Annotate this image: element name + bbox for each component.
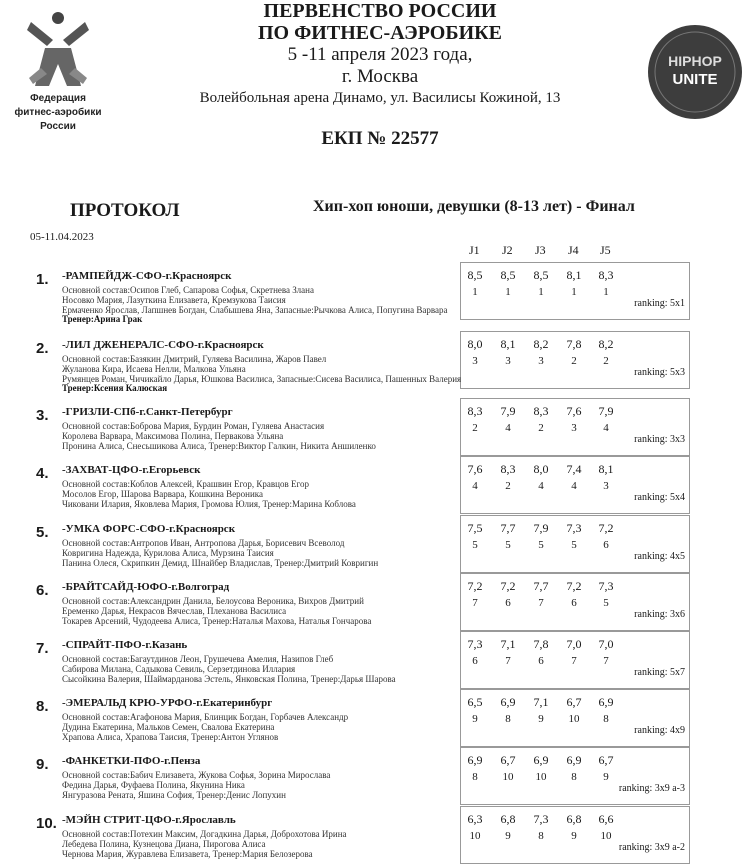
result-row [30,691,685,751]
judge-score: 7,1 [500,637,516,651]
judge-rank: 9 [603,771,609,783]
judge-rank: 4 [505,422,511,434]
judge-score: 7,9 [533,521,549,535]
judge-score: 8,5 [500,268,516,282]
place-number: 5. [36,524,49,541]
ekp-number: ЕКП № 22577 [321,128,439,149]
title-line1: ПЕРВЕНСТВО РОССИИ [263,0,497,22]
judge-score: 7,0 [598,637,614,651]
judge-rank: 10 [502,771,514,783]
judge-rank: 4 [571,480,577,492]
ranking-summary: ranking: 4x9 [634,725,685,736]
roster-line: Чиковани Илария, Яковлева Мария, Громова Юлия, Тренер:Марина Коблова [62,499,356,509]
roster-line: Основной состав:Коблов Алексей, Крашвин Егор, Кравцов Егор [62,479,309,489]
result-row [30,400,685,460]
judge-score: 6,7 [500,753,516,767]
judge-rank: 5 [603,597,609,609]
judge-rank: 9 [571,830,577,842]
ranking-summary: ranking: 3x9 a-2 [618,842,685,853]
place-number: 2. [36,340,49,357]
team-name: -ЗАХВАТ-ЦФО-г.Егорьевск [62,464,201,476]
roster-line: Ермаченко Ярослав, Лапшнев Богдан, Слабышева Яна, Запасные:Рычкова Алиса, Попугина Варвара [62,305,448,315]
judge-header: J3 [535,243,546,257]
federation-line1: Федерация [30,93,86,104]
federation-emblem-icon [23,8,93,88]
team-name: -МЭЙН СТРИТ-ЦФО-г.Ярославль [62,814,236,826]
result-row [30,517,685,577]
category-title: Хип-хоп юноши, девушки (8-13 лет) - Финал [313,198,635,215]
judge-score: 8,1 [500,337,516,351]
roster-line: Основной состав:Агафонова Мария, Блинцик Богдан, Горбачев Александр [62,712,349,722]
judge-score: 7,7 [533,579,549,593]
roster-line: Сабирова Милана, Садыкова Севиль, Серзетдинова Иллария [62,664,296,674]
judge-score: 8,3 [500,462,516,476]
judge-score: 8,5 [467,268,483,282]
judge-rank: 1 [505,286,511,298]
result-row [30,749,685,809]
judge-rank: 7 [505,655,511,667]
judge-rank: 7 [538,597,544,609]
roster-line: Основной состав:Боброва Мария, Бурдин Роман, Гуляева Анастасия [62,421,325,431]
ranking-summary: ranking: 3x6 [634,609,685,620]
judge-score: 7,2 [500,579,516,593]
roster-line: Чернова Мария, Журавлева Елизавета, Тренер:Мария Белозерова [62,849,313,859]
judge-score: 6,9 [566,753,582,767]
judge-header: J2 [502,243,513,257]
judge-score: 7,3 [566,521,582,535]
judge-rank: 10 [535,771,547,783]
judge-rank: 3 [505,355,511,367]
judge-score: 8,1 [566,268,582,282]
judge-rank: 10 [568,713,580,725]
judge-score: 6,3 [467,812,483,826]
judge-rank: 10 [469,830,481,842]
roster-line: Панина Олеся, Скрипкин Демид, Шнайбер Владислав, Тренер:Дмитрий Ковригин [62,558,379,568]
judge-rank: 8 [571,771,577,783]
ranking-summary: ranking: 3x9 a-3 [618,783,685,794]
result-row [30,264,685,324]
judge-header: J5 [600,243,611,257]
judge-rank: 8 [538,830,544,842]
team-name: -ФАНКЕТКИ-ПФО-г.Пенза [62,755,201,767]
judge-rank: 6 [472,655,478,667]
judge-rank: 2 [505,480,511,492]
hiphop-unite-logo [645,22,745,122]
judge-score: 7,0 [566,637,582,651]
judge-score: 7,6 [467,462,483,476]
judge-score: 6,6 [598,812,614,826]
hiphop-logo-line2: UNITE [672,71,718,88]
judge-score: 7,1 [533,695,549,709]
result-row [30,458,685,518]
event-venue: Волейбольная арена Динамо, ул. Василисы Кожиной, 13 [199,90,561,106]
judge-rank: 6 [571,597,577,609]
place-number: 8. [36,698,49,715]
result-row [30,575,685,635]
event-city: г. Москва [341,66,419,87]
judge-score: 7,7 [500,521,516,535]
ranking-summary: ranking: 5x4 [634,492,685,503]
roster-line: Основной состав:Багаутдинов Леон, Грушечева Амелия, Назипов Глеб [62,654,334,664]
judge-rank: 7 [571,655,577,667]
judge-score: 7,2 [598,521,614,535]
judge-rank: 5 [571,539,577,551]
judge-score: 8,2 [533,337,549,351]
judge-score: 6,9 [500,695,516,709]
judge-rank: 7 [472,597,478,609]
place-number: 3. [36,407,49,424]
result-row [30,633,685,693]
judge-rank: 3 [472,355,478,367]
ranking-summary: ranking: 5x7 [634,667,685,678]
judge-rank: 7 [603,655,609,667]
judge-score: 7,3 [467,637,483,651]
roster-line: Еременко Дарья, Некрасов Вячеслав, Плеханова Василиса [62,606,287,616]
judge-rank: 2 [538,422,544,434]
team-name: -УМКА ФОРС-СФО-г.Красноярск [62,523,236,535]
judge-rank: 3 [603,480,609,492]
federation-line3: России [40,121,76,132]
roster-line: Сысойкина Валерия, Шаймарданова Эстель, Янковская Полина, Тренер:Дарья Шарова [62,674,396,684]
judge-score: 6,9 [598,695,614,709]
title-line2: ПО ФИТНЕС-АЭРОБИКЕ [258,22,502,44]
team-name: -ГРИЗЛИ-СПб-г.Санкт-Петербург [62,406,233,418]
judge-rank: 1 [472,286,478,298]
roster-line: Основной состав:Александрин Данила, Белоусова Вероника, Вихров Дмитрий [62,596,364,606]
roster-line: Храпова Алиса, Храпова Таисия, Тренер:Антон Углянов [62,732,279,742]
result-row [30,808,685,868]
roster-line: Королева Варвара, Максимова Полина, Первакова Ульяна [62,431,284,441]
event-header [180,0,580,88]
judge-rank: 8 [603,713,609,725]
judge-score: 8,3 [598,268,614,282]
judge-score: 8,0 [533,462,549,476]
judge-rank: 10 [600,830,612,842]
roster-line: Основной состав:Потехин Максим, Догадкина Дарья, Доброхотова Ирина [62,829,347,839]
judge-score: 8,3 [467,404,483,418]
judge-rank: 5 [505,539,511,551]
place-number: 9. [36,756,49,773]
judge-score: 8,2 [598,337,614,351]
judge-score: 6,7 [598,753,614,767]
ranking-summary: ranking: 5x1 [634,298,685,309]
roster-line: Федина Дарья, Фуфаева Полина, Якунина Ника [62,780,245,790]
judge-rank: 5 [472,539,478,551]
roster-line: Основной состав:Базякин Дмитрий, Гуляева Василина, Жаров Павел [62,354,327,364]
judge-rank: 6 [603,539,609,551]
federation-logo [8,8,108,134]
roster-line: Ковригина Надежда, Курилова Алиса, Мурзина Таисия [62,548,274,558]
roster-line: Жуланова Кира, Исаева Нелли, Малкова Ульяна [62,364,246,374]
roster-line: Румянцев Роман, Чичикайло Дарья, Юшкова Василиса, Запасные:Сисева Василиса, Пашенных Валерия [62,374,462,384]
event-dates: 5 -11 апреля 2023 года, [287,44,473,65]
team-name: -РАМПЕЙДЖ-СФО-г.Красноярск [62,270,232,282]
protocol-dates: 05-11.04.2023 [30,231,94,243]
judge-score: 6,8 [566,812,582,826]
judge-header: J4 [568,243,579,257]
judge-rank: 6 [538,655,544,667]
team-name: -БРАЙТСАЙД-ЮФО-г.Волгоград [62,581,230,593]
judge-score: 7,3 [598,579,614,593]
place-number: 10. [36,815,57,832]
judge-rank: 3 [538,355,544,367]
roster-line: Лебедева Полина, Кузнецова Диана, Пирогова Алиса [62,839,266,849]
place-number: 6. [36,582,49,599]
result-row [30,333,685,393]
judge-score: 7,3 [533,812,549,826]
place-number: 7. [36,640,49,657]
place-number: 4. [36,465,49,482]
judge-score: 8,1 [598,462,614,476]
coach-line: Тренер:Арина Грак [62,314,143,324]
judge-rank: 6 [505,597,511,609]
roster-line: Янгуразова Рената, Яшина София, Тренер:Денис Лопухин [62,790,286,800]
judge-score: 7,2 [566,579,582,593]
judge-rank: 1 [603,286,609,298]
judge-score: 7,4 [566,462,582,476]
judge-score: 7,9 [598,404,614,418]
judge-rank: 8 [505,713,511,725]
judge-score: 7,9 [500,404,516,418]
judge-score: 7,8 [566,337,582,351]
ranking-summary: ranking: 5x3 [634,367,685,378]
ranking-summary: ranking: 4x5 [634,551,685,562]
judge-score: 6,5 [467,695,483,709]
judge-rank: 4 [472,480,478,492]
judge-score: 8,0 [467,337,483,351]
judge-rank: 8 [472,771,478,783]
ranking-summary: ranking: 3x3 [634,434,685,445]
judge-score: 6,7 [566,695,582,709]
roster-line: Основной состав:Осипов Глеб, Сапарова Софья, Скретнева Злана [62,285,314,295]
judge-rank: 9 [505,830,511,842]
roster-line: Пронина Алиса, Снесьшикова Алиса, Тренер:Виктор Галкин, Никита Аншиленко [62,441,376,451]
judge-score: 6,8 [500,812,516,826]
judge-rank: 2 [603,355,609,367]
judge-rank: 5 [538,539,544,551]
judge-score: 8,3 [533,404,549,418]
judge-rank: 9 [538,713,544,725]
team-name: -ЛИЛ ДЖЕНЕРАЛС-СФО-г.Красноярск [62,339,264,351]
judge-score: 7,8 [533,637,549,651]
roster-line: Токарев Арсений, Чудодеева Алиса, Тренер:Наталья Махова, Наталья Гончарова [62,616,372,626]
judge-score: 7,5 [467,521,483,535]
judge-rank: 1 [538,286,544,298]
roster-line: Носовко Мария, Лазуткина Елизавета, Кремзукова Таисия [62,295,286,305]
judge-rank: 4 [603,422,609,434]
judge-score: 7,2 [467,579,483,593]
team-name: -СПРАЙТ-ПФО-г.Казань [62,639,188,651]
roster-line: Дудина Екатерина, Мальков Семен, Свалова Екатерина [62,722,275,732]
federation-line2: фитнес-аэробики [14,107,102,118]
roster-line: Основной состав:Антропов Иван, Антропова Дарья, Борисевич Всеволод [62,538,345,548]
judge-rank: 9 [472,713,478,725]
roster-line: Мосолов Егор, Шарова Варвара, Кошкина Вероника [62,489,263,499]
team-name: -ЭМЕРАЛЬД КРЮ-УРФО-г.Екатеринбург [62,697,273,709]
protocol-title: ПРОТОКОЛ [70,200,180,221]
judge-rank: 4 [538,480,544,492]
judge-score: 6,9 [533,753,549,767]
judge-score: 6,9 [467,753,483,767]
judge-header: J1 [469,243,480,257]
judge-score: 7,6 [566,404,582,418]
judge-rank: 3 [571,422,577,434]
judge-score: 8,5 [533,268,549,282]
coach-line: Тренер:Ксения Калюская [62,383,168,393]
roster-line: Основной состав:Бабич Елизавета, Жукова Софья, Зорина Мирослава [62,770,331,780]
judge-rank: 2 [472,422,478,434]
place-number: 1. [36,271,49,288]
judge-rank: 2 [571,355,577,367]
judge-rank: 1 [571,286,577,298]
hiphop-logo-line1: HIPHOP [668,53,722,69]
